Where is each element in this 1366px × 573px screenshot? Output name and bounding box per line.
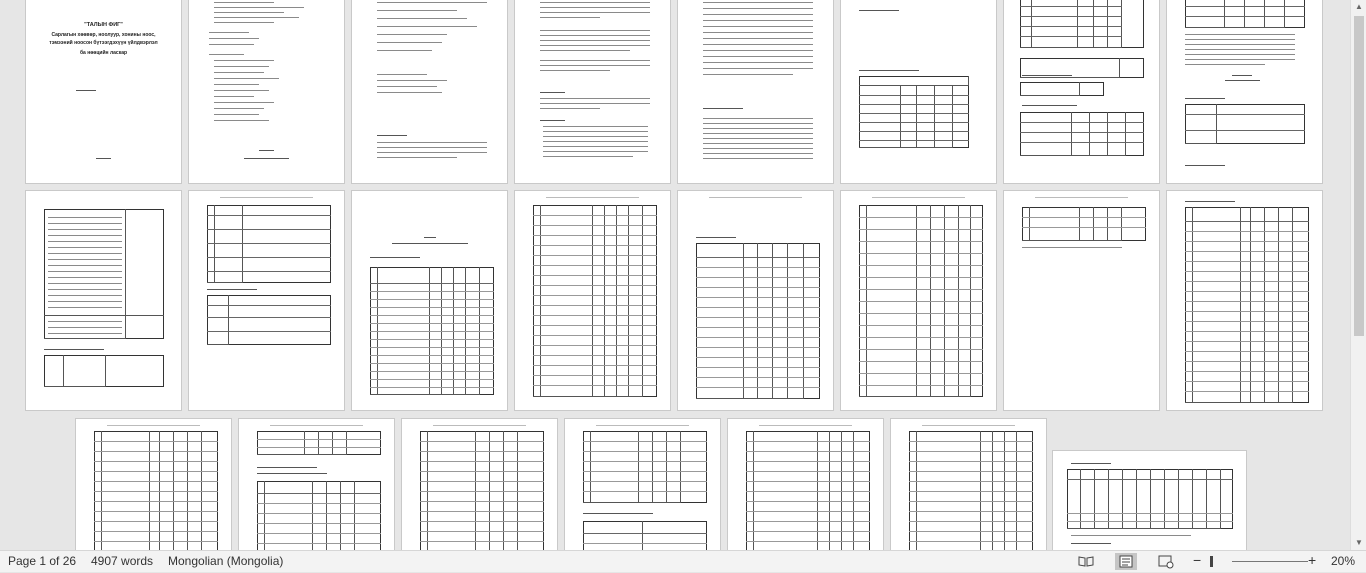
zoom-in-button[interactable]: + (1308, 552, 1317, 568)
title-line-2: Сарлагын хөөвөр, ноолуур, хонины ноос, (51, 32, 156, 38)
title-line-4: ба нөөцийн ласкар (79, 50, 128, 56)
page-layout-icon (1115, 553, 1137, 570)
document-page-16[interactable] (1167, 191, 1322, 410)
document-page-8[interactable] (1167, 0, 1322, 183)
document-page-18[interactable] (239, 419, 394, 550)
zoom-out-button[interactable]: − (1193, 552, 1202, 568)
title-line-1: "ТАЛЫН ФИГ" (84, 22, 123, 28)
document-page-1[interactable] (26, 0, 181, 183)
scroll-down-icon[interactable]: ▼ (1355, 538, 1363, 547)
status-bar (0, 550, 1366, 572)
zoom-level[interactable]: 20% (1331, 554, 1356, 568)
title-line-3: тэмээний ноосон бүтээгдэхүүн үйлдвэрлэл (49, 40, 158, 46)
document-page-4[interactable] (515, 0, 670, 183)
document-page-20[interactable] (565, 419, 720, 550)
zoom-slider-thumb[interactable] (1210, 556, 1213, 567)
document-page-10[interactable] (189, 191, 344, 410)
document-page-15[interactable] (1004, 191, 1159, 410)
read-mode-button[interactable] (1075, 553, 1097, 570)
document-page-11[interactable] (352, 191, 507, 410)
vertical-scrollbar[interactable] (1350, 0, 1366, 550)
document-page-17[interactable] (76, 419, 231, 550)
scrollbar-thumb[interactable] (1354, 16, 1364, 336)
document-page-14[interactable] (841, 191, 996, 410)
zoom-slider[interactable] (1232, 561, 1308, 562)
scroll-up-icon[interactable]: ▲ (1355, 2, 1363, 11)
print-layout-button[interactable] (1115, 553, 1137, 570)
document-page-23-landscape[interactable] (1053, 451, 1246, 550)
document-page-5[interactable] (678, 0, 833, 183)
word-count[interactable]: 4907 words (91, 554, 154, 568)
document-page-9[interactable] (26, 191, 181, 410)
book-icon (1075, 553, 1097, 570)
document-page-7[interactable] (1004, 0, 1159, 183)
document-page-19[interactable] (402, 419, 557, 550)
document-page-2[interactable] (189, 0, 344, 183)
web-layout-icon (1155, 553, 1177, 570)
language-indicator[interactable]: Mongolian (Mongolia) (168, 554, 284, 568)
page-count[interactable]: Page 1 of 26 (8, 554, 77, 568)
document-page-22[interactable] (891, 419, 1046, 550)
document-page-21[interactable] (728, 419, 883, 550)
document-page-3[interactable] (352, 0, 507, 183)
document-page-12[interactable] (515, 191, 670, 410)
document-page-6[interactable] (841, 0, 996, 183)
document-page-13[interactable] (678, 191, 833, 410)
web-layout-button[interactable] (1155, 553, 1177, 570)
